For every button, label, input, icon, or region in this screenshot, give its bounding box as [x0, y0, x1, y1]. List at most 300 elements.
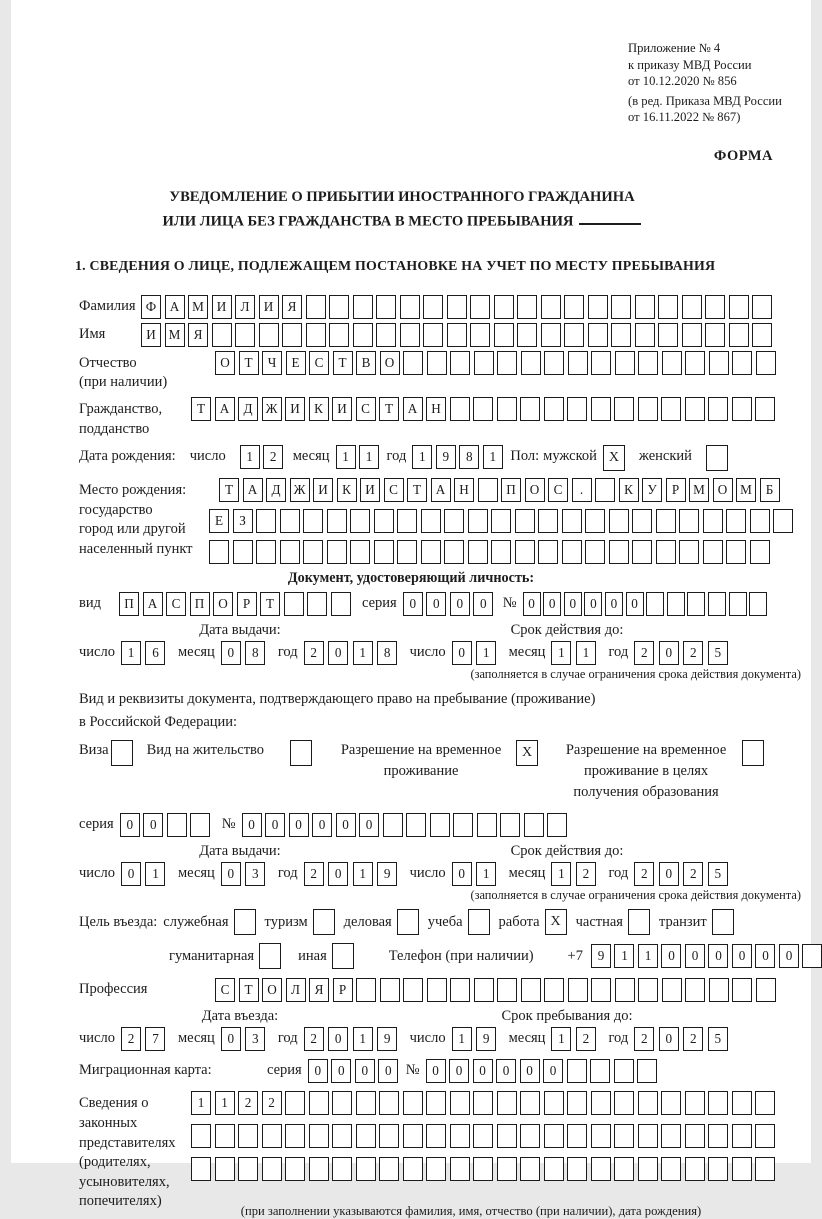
char-cell — [705, 295, 725, 319]
char-cell: А — [403, 397, 423, 421]
char-cell: Б — [760, 478, 780, 502]
char-cell — [662, 978, 682, 1002]
char-cell — [400, 295, 420, 319]
char-cell — [447, 323, 467, 347]
doc-series-label: серия — [362, 595, 397, 612]
representatives-label: Сведения о законных представителях (родителях, усыновителях, попечителях) — [79, 1095, 176, 1210]
char-cell — [703, 540, 723, 564]
char-cell — [450, 978, 470, 1002]
char-cell — [591, 1157, 611, 1181]
char-cell: И — [285, 397, 305, 421]
rvp-valid-year-cells — [634, 862, 732, 886]
residence-permit-checkbox — [290, 740, 312, 766]
purpose-chastnaya-label: частная — [575, 913, 623, 930]
identity-doc-kind-row — [79, 592, 811, 616]
char-cell — [356, 1124, 376, 1148]
representatives-cells-row2 — [191, 1124, 791, 1148]
char-cell: 2 — [634, 862, 654, 886]
char-cell — [331, 592, 351, 616]
char-cell — [473, 1091, 493, 1115]
char-cell: 0 — [496, 1059, 516, 1083]
char-cell — [732, 1091, 752, 1115]
ref-line: Приложение № 4 — [628, 41, 721, 55]
char-cell: 1 — [353, 641, 373, 665]
char-cell — [491, 509, 511, 533]
char-cell — [444, 509, 464, 533]
char-cell: М — [689, 478, 709, 502]
char-cell — [656, 509, 676, 533]
char-cell — [562, 540, 582, 564]
birthdate-month-cells — [336, 445, 383, 469]
ref-line: к приказу МВД России — [628, 57, 752, 72]
char-cell — [591, 978, 611, 1002]
char-cell: У — [642, 478, 662, 502]
char-cell — [374, 540, 394, 564]
char-cell — [614, 1091, 634, 1115]
char-cell — [309, 1157, 329, 1181]
char-cell — [544, 978, 564, 1002]
char-cell: Н — [454, 478, 474, 502]
temp-residence-checkbox: X — [516, 740, 538, 766]
phone-prefix: +7 — [567, 947, 583, 964]
doc-number-label: № — [502, 595, 517, 612]
char-cell: 0 — [328, 641, 348, 665]
char-cell — [658, 323, 678, 347]
char-cell — [568, 351, 588, 375]
birthdate-label: Дата рождения: — [79, 448, 176, 465]
name-label: Имя — [79, 325, 106, 342]
form-title — [61, 186, 743, 233]
migration-card-row — [79, 1059, 811, 1083]
char-cell — [497, 1124, 517, 1148]
rvp-valid-month-cells — [551, 862, 600, 886]
char-cell: 2 — [576, 1027, 596, 1051]
form-title-line2: ИЛИ ЛИЦА БЕЗ ГРАЖДАНСТВА В МЕСТО ПРЕБЫВАНИЯ — [61, 209, 743, 233]
rvp-series-label: серия — [79, 816, 114, 833]
char-cell: 0 — [328, 862, 348, 886]
char-cell — [285, 1091, 305, 1115]
char-cell: 1 — [121, 641, 141, 665]
char-cell — [708, 1124, 728, 1148]
char-cell — [374, 509, 394, 533]
char-cell — [637, 1059, 657, 1083]
char-cell — [190, 813, 210, 837]
entry-date-heading: Дата въезда: — [201, 1008, 279, 1025]
char-cell — [685, 397, 705, 421]
char-cell — [726, 509, 746, 533]
char-cell — [638, 978, 658, 1002]
char-cell: 0 — [708, 944, 728, 968]
char-cell — [327, 540, 347, 564]
char-cell — [397, 509, 417, 533]
char-cell — [491, 540, 511, 564]
mc-number-label: № — [405, 1062, 420, 1079]
birthdate-day-cells — [240, 445, 287, 469]
char-cell: М — [188, 295, 208, 319]
rvp-series-cells — [120, 813, 214, 837]
char-cell — [615, 978, 635, 1002]
char-cell — [238, 1157, 258, 1181]
char-cell: 0 — [242, 813, 262, 837]
stay-month-cells — [551, 1027, 600, 1051]
char-cell — [564, 295, 584, 319]
char-cell — [444, 540, 464, 564]
char-cell — [403, 1091, 423, 1115]
char-cell — [350, 509, 370, 533]
doc-number-cells — [523, 592, 770, 616]
char-cell — [662, 351, 682, 375]
entry-dates — [79, 1027, 811, 1051]
char-cell: И — [360, 478, 380, 502]
char-cell: 0 — [359, 813, 379, 837]
char-cell — [515, 540, 535, 564]
char-cell: Ч — [262, 351, 282, 375]
doc-series-cells — [403, 592, 497, 616]
section1-heading: 1. СВЕДЕНИЯ О ЛИЦЕ, ПОДЛЕЖАЩЕМ ПОСТАНОВКЕ НА УЧЕТ ПО МЕСТУ ПРЕБЫВАНИЯ — [75, 258, 716, 274]
char-cell: 0 — [543, 592, 561, 616]
char-cell — [685, 351, 705, 375]
char-cell: Т — [260, 592, 280, 616]
char-cell — [494, 295, 514, 319]
purpose-ucheba-label: учеба — [427, 913, 463, 930]
char-cell — [356, 1157, 376, 1181]
char-cell: Н — [426, 397, 446, 421]
char-cell — [773, 509, 793, 533]
rvp-valid-group: число 0 1 месяц 1 2 год 2 0 2 5 — [410, 862, 741, 886]
char-cell: А — [143, 592, 163, 616]
char-cell — [235, 323, 255, 347]
title-underline — [579, 209, 641, 226]
char-cell — [685, 1091, 705, 1115]
char-cell — [632, 540, 652, 564]
birthplace-cells-row3 — [209, 540, 797, 564]
issue-date-heading: Дата выдачи: — [199, 622, 281, 639]
char-cell: З — [233, 509, 253, 533]
ref-note-line: от 16.11.2022 № 867) — [628, 110, 741, 125]
purpose-sluzhebnaya-label: служебная — [163, 913, 229, 930]
surname-label: Фамилия — [79, 297, 136, 314]
char-cell — [547, 813, 567, 837]
char-cell — [520, 1091, 540, 1115]
char-cell: Е — [209, 509, 229, 533]
char-cell — [638, 1091, 658, 1115]
stay-date-group: число 1 9 месяц 1 2 год 2 0 2 5 — [410, 1027, 741, 1051]
char-cell: И — [332, 397, 352, 421]
char-cell — [470, 295, 490, 319]
purpose-turizm-label: туризм — [264, 913, 308, 930]
char-cell — [679, 540, 699, 564]
char-cell — [752, 295, 772, 319]
residence-doc-date-headings — [79, 843, 811, 860]
char-cell — [350, 540, 370, 564]
char-cell — [656, 540, 676, 564]
char-cell — [756, 351, 776, 375]
char-cell — [564, 323, 584, 347]
purpose-delovaya-label: деловая — [343, 913, 392, 930]
char-cell: Р — [333, 978, 353, 1002]
char-cell: 8 — [245, 641, 265, 665]
char-cell — [609, 540, 629, 564]
char-cell — [703, 509, 723, 533]
char-cell — [541, 323, 561, 347]
char-cell — [473, 1124, 493, 1148]
header-reference — [628, 40, 782, 126]
char-cell: 6 — [145, 641, 165, 665]
char-cell — [538, 509, 558, 533]
char-cell — [750, 540, 770, 564]
valid-until-heading: Срок действия до: — [510, 622, 624, 639]
char-cell — [332, 1091, 352, 1115]
char-cell — [421, 509, 441, 533]
valid-date-group: число 0 1 месяц 1 1 год 2 0 2 5 — [410, 641, 741, 665]
patronymic-label: Отчество (при наличии) — [79, 354, 168, 391]
char-cell — [468, 509, 488, 533]
char-cell: 1 — [551, 1027, 571, 1051]
purpose-chastnaya-checkbox — [628, 909, 650, 935]
char-cell — [403, 1157, 423, 1181]
char-cell — [661, 1157, 681, 1181]
char-cell: 2 — [121, 1027, 141, 1051]
form-title-line1: УВЕДОМЛЕНИЕ О ПРИБЫТИИ ИНОСТРАННОГО ГРАЖДАНИНА — [169, 189, 635, 205]
char-cell: 0 — [289, 813, 309, 837]
visa-label: Виза — [79, 742, 109, 759]
representatives-cells-row3 — [191, 1157, 791, 1181]
char-cell: И — [259, 295, 279, 319]
char-cell — [568, 978, 588, 1002]
temp-residence-edu-checkbox — [742, 740, 764, 766]
char-cell: 0 — [473, 1059, 493, 1083]
validity-note: (заполняется в случае ограничения срока действия документа) — [470, 667, 801, 682]
char-cell: 9 — [377, 862, 397, 886]
char-cell — [262, 1157, 282, 1181]
char-cell — [259, 323, 279, 347]
char-cell — [376, 323, 396, 347]
char-cell: 0 — [732, 944, 752, 968]
char-cell — [329, 323, 349, 347]
char-cell — [567, 1157, 587, 1181]
char-cell — [588, 295, 608, 319]
purpose-tranzit-label: транзит — [658, 913, 707, 930]
char-cell — [383, 813, 403, 837]
rvp-number-label: № — [221, 816, 236, 833]
char-cell: 5 — [708, 1027, 728, 1051]
char-cell: 2 — [634, 1027, 654, 1051]
purpose-sluzhebnaya-checkbox — [234, 909, 256, 935]
char-cell: М — [165, 323, 185, 347]
char-cell: 0 — [473, 592, 493, 616]
char-cell — [685, 1157, 705, 1181]
char-cell — [397, 540, 417, 564]
char-cell: С — [548, 478, 568, 502]
purpose-tranzit-checkbox — [712, 909, 734, 935]
char-cell: 0 — [221, 862, 241, 886]
char-cell: 1 — [336, 445, 356, 469]
char-cell — [379, 1091, 399, 1115]
field-name-row — [79, 323, 811, 347]
patronymic-cells — [215, 351, 779, 375]
char-cell: 0 — [659, 862, 679, 886]
sex-male-label: мужской — [543, 448, 597, 465]
identity-doc-heading: Документ, удостоверяющий личность: — [287, 570, 535, 587]
char-cell: 0 — [659, 1027, 679, 1051]
identity-doc-dates — [79, 641, 811, 665]
visit-purpose-label: Цель въезда: — [79, 913, 158, 930]
char-cell: К — [337, 478, 357, 502]
char-cell — [477, 813, 497, 837]
char-cell — [212, 323, 232, 347]
char-cell — [285, 1157, 305, 1181]
char-cell: 1 — [551, 862, 571, 886]
char-cell — [494, 323, 514, 347]
purpose-delovaya-checkbox — [397, 909, 419, 935]
char-cell: Т — [407, 478, 427, 502]
char-cell — [646, 592, 664, 616]
char-cell: 1 — [638, 944, 658, 968]
arrival-notification-form — [11, 0, 811, 1219]
char-cell — [520, 397, 540, 421]
char-cell: 7 — [145, 1027, 165, 1051]
char-cell: В — [356, 351, 376, 375]
char-cell: 0 — [308, 1059, 328, 1083]
char-cell: Р — [666, 478, 686, 502]
char-cell: 0 — [779, 944, 799, 968]
visit-purpose-row2 — [79, 943, 811, 969]
char-cell: 1 — [353, 1027, 373, 1051]
char-cell — [450, 1091, 470, 1115]
char-cell — [632, 509, 652, 533]
residence-doc-dates — [79, 862, 811, 886]
char-cell: Т — [219, 478, 239, 502]
char-cell — [517, 295, 537, 319]
purpose-gumanitarnaya-label: гуманитарная — [169, 947, 255, 964]
char-cell — [306, 323, 326, 347]
char-cell — [590, 1059, 610, 1083]
rvp-number-cells — [242, 813, 571, 837]
char-cell — [167, 813, 187, 837]
char-cell — [615, 351, 635, 375]
char-cell — [614, 1157, 634, 1181]
field-birthdate-row: Дата рождения: число 1 2 месяц 1 1 год 1 9 8 1 Пол: мужской X женский — [79, 445, 811, 471]
char-cell — [473, 1157, 493, 1181]
representatives-cells-block — [191, 1091, 791, 1219]
char-cell: С — [215, 978, 235, 1002]
char-cell — [638, 1157, 658, 1181]
profession-cells — [215, 978, 779, 1002]
char-cell — [685, 978, 705, 1002]
char-cell — [567, 1059, 587, 1083]
char-cell: Т — [333, 351, 353, 375]
char-cell — [284, 592, 304, 616]
char-cell — [755, 1157, 775, 1181]
char-cell: 0 — [403, 592, 423, 616]
valid-year-cells — [634, 641, 732, 665]
char-cell — [750, 509, 770, 533]
char-cell — [685, 1124, 705, 1148]
char-cell: М — [736, 478, 756, 502]
char-cell — [517, 323, 537, 347]
char-cell — [544, 1124, 564, 1148]
char-cell — [567, 397, 587, 421]
char-cell — [520, 1124, 540, 1148]
char-cell — [661, 1091, 681, 1115]
char-cell — [585, 509, 605, 533]
char-cell — [215, 1157, 235, 1181]
char-cell: 0 — [520, 1059, 540, 1083]
char-cell — [497, 978, 517, 1002]
char-cell — [562, 509, 582, 533]
char-cell: 1 — [551, 641, 571, 665]
char-cell — [450, 1124, 470, 1148]
char-cell — [588, 323, 608, 347]
char-cell — [732, 397, 752, 421]
char-cell — [332, 1157, 352, 1181]
char-cell — [687, 592, 705, 616]
char-cell — [470, 323, 490, 347]
char-cell: 0 — [426, 1059, 446, 1083]
char-cell — [285, 1124, 305, 1148]
citizenship-cells — [191, 397, 779, 421]
char-cell — [591, 397, 611, 421]
char-cell — [682, 323, 702, 347]
char-cell — [661, 1124, 681, 1148]
char-cell — [497, 1157, 517, 1181]
char-cell: С — [356, 397, 376, 421]
char-cell — [256, 509, 276, 533]
identity-doc-date-headings — [79, 622, 811, 639]
field-surname-row — [79, 295, 811, 319]
char-cell — [500, 813, 520, 837]
char-cell — [708, 1091, 728, 1115]
char-cell — [585, 540, 605, 564]
field-birthplace-row — [79, 478, 811, 564]
birthplace-cells-row1 — [219, 478, 797, 502]
char-cell: 2 — [683, 862, 703, 886]
purpose-inaya-label: иная — [298, 947, 327, 964]
char-cell: Я — [188, 323, 208, 347]
issue-day-cells — [121, 641, 170, 665]
char-cell: О — [262, 978, 282, 1002]
issue-month-cells — [221, 641, 270, 665]
char-cell — [732, 1157, 752, 1181]
char-cell: 2 — [263, 445, 283, 469]
migration-card-label: Миграционная карта: — [79, 1062, 212, 1079]
char-cell: А — [243, 478, 263, 502]
char-cell — [376, 295, 396, 319]
char-cell — [752, 323, 772, 347]
visa-checkbox — [111, 740, 133, 766]
char-cell — [732, 351, 752, 375]
char-cell — [191, 1157, 211, 1181]
char-cell: 2 — [304, 862, 324, 886]
char-cell — [421, 540, 441, 564]
char-cell — [327, 509, 347, 533]
char-cell: 2 — [576, 862, 596, 886]
char-cell: О — [380, 351, 400, 375]
char-cell — [406, 813, 426, 837]
char-cell — [638, 397, 658, 421]
char-cell: 1 — [614, 944, 634, 968]
char-cell — [233, 540, 253, 564]
char-cell — [709, 978, 729, 1002]
char-cell — [609, 509, 629, 533]
char-cell: С — [166, 592, 186, 616]
sex-female-checkbox — [706, 445, 728, 471]
char-cell — [614, 1059, 634, 1083]
char-cell — [238, 1124, 258, 1148]
phone-label: Телефон (при наличии) — [388, 947, 534, 964]
visit-purpose-row1 — [79, 909, 811, 935]
char-cell: Ф — [141, 295, 161, 319]
